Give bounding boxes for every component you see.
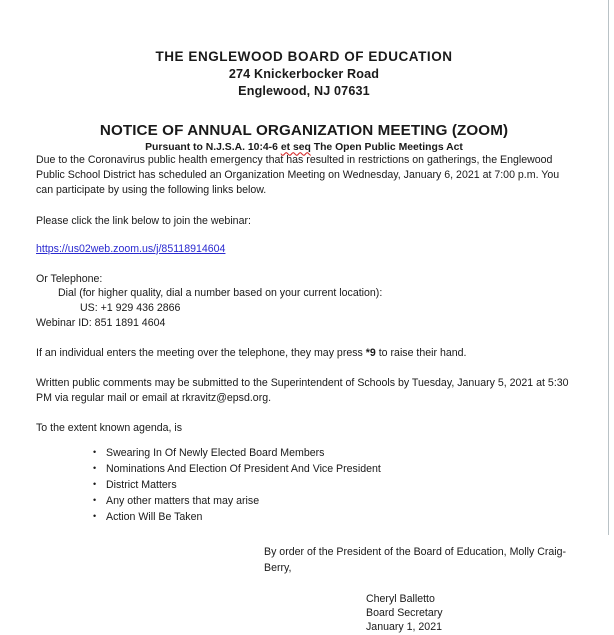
bullet-point-icon: • — [93, 463, 97, 474]
notice-subtitle — [36, 142, 572, 153]
notice-body — [36, 153, 572, 634]
raise-hand-instruction — [36, 346, 572, 361]
agenda-item-label: Nominations And Election Of President And Vice President — [106, 463, 381, 476]
bullet-point-icon: • — [93, 495, 97, 506]
agenda-item-label: Swearing In Of Newly Elected Board Members — [106, 447, 325, 460]
intro-paragraph: Due to the Coronavirus public health emergency that has resulted in restrictions on gatherings, the Englewood Public School District has scheduled an Organization Meeting on Wednesday, January 6, 2021 at 7:00 p.m. You can participate by using the following links below. — [36, 154, 560, 197]
spacer — [36, 331, 572, 346]
spacer — [36, 257, 572, 272]
webinar-join-link[interactable]: https://us02web.zoom.us/j/85118914604 — [36, 242, 226, 255]
bullet-point-icon: • — [93, 479, 97, 490]
agenda-item-label: Action Will Be Taken — [106, 511, 203, 524]
spacer — [36, 361, 572, 376]
list-item — [93, 445, 572, 461]
signer-name: Cheryl Balletto — [366, 592, 435, 605]
telephone-heading: Or Telephone: — [36, 272, 103, 285]
organization-name: THE ENGLEWOOD BOARD OF EDUCATION — [155, 49, 453, 64]
spacer — [36, 229, 572, 242]
notice-subtitle-act: The Open Public Meetings Act — [310, 142, 463, 154]
agenda-heading: To the extent known agenda, is — [36, 421, 183, 434]
organization-city-state-zip: Englewood, NJ 07631 — [238, 83, 370, 98]
list-item — [93, 477, 572, 493]
raise-hand-keycode: *9 — [365, 346, 376, 359]
signer-title: Board Secretary — [366, 606, 443, 619]
spellcheck-flagged-text: et seq — [280, 142, 311, 154]
spacer — [36, 199, 572, 214]
list-item — [93, 461, 572, 477]
raise-hand-text-post: to raise their hand. — [375, 346, 467, 359]
us-dial-number: US: +1 929 436 2866 — [80, 302, 181, 315]
raise-hand-text-pre: If an individual enters the meeting over the telephone, they may press — [36, 346, 366, 359]
signature-block — [36, 592, 572, 635]
agenda-list — [36, 445, 572, 525]
spacer — [36, 406, 572, 421]
webinar-link-row — [36, 242, 572, 257]
signer-date: January 1, 2021 — [366, 621, 442, 634]
notice-title: NOTICE OF ANNUAL ORGANIZATION MEETING (ZOOM) — [99, 122, 509, 140]
letterhead — [36, 0, 572, 99]
telephone-block — [36, 272, 572, 331]
dial-instruction: Dial (for higher quality, dial a number based on your current location): — [58, 287, 383, 300]
page-right-edge-rule — [608, 0, 609, 535]
agenda-item-label: Any other matters that may arise — [106, 495, 260, 508]
list-item — [93, 493, 572, 509]
webinar-id: Webinar ID: 851 1891 4604 — [36, 317, 166, 330]
notice-subtitle-statute: Pursuant to N.J.S.A. 10:4-6 — [145, 142, 281, 154]
written-comments-paragraph: Written public comments may be submitted to the Superintendent of Schools by Tuesday, January 5, 2021 at 5:30 PM via regular mail or email at rkravitz@epsd.org. — [36, 376, 569, 404]
list-item — [93, 509, 572, 525]
organization-street-address: 274 Knickerbocker Road — [228, 66, 380, 81]
bullet-point-icon: • — [93, 447, 97, 458]
bullet-point-icon: • — [93, 511, 97, 522]
join-webinar-prompt: Please click the link below to join the webinar: — [36, 214, 251, 227]
agenda-item-label: District Matters — [106, 479, 177, 492]
by-order-line: By order of the President of the Board of Education, Molly Craig-Berry, — [264, 546, 567, 574]
